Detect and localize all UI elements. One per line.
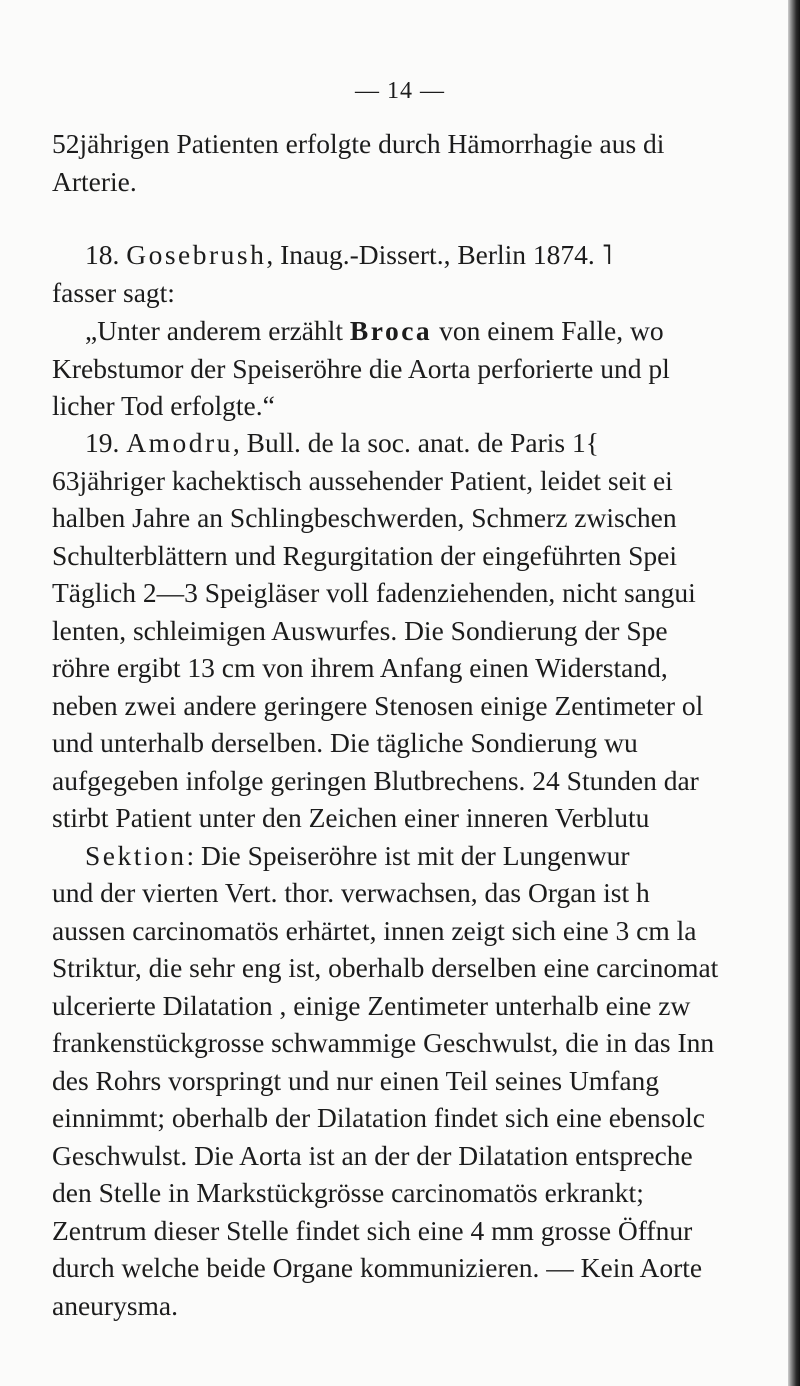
text-line: und unterhalb derselben. Die tägliche Sondierung wu xyxy=(52,727,638,758)
text-line: Geschwulst. Die Aorta ist an der der Dilatation entspreche xyxy=(52,1139,693,1171)
text-line: lenten, schleimigen Auswurfes. Die Sondierung der Spe xyxy=(52,614,668,646)
text-line: Schulterblättern und Regurgitation der eingeführten Spei xyxy=(52,539,677,571)
reference-18 xyxy=(52,236,788,311)
page-number: — 14 — xyxy=(355,78,445,104)
text-line: den Stelle in Markstückgrösse carcinomatös erkrankt; xyxy=(52,1177,644,1208)
text-line: des Rohrs vorspringt und nur einen Teil seines Umfang xyxy=(52,1064,660,1096)
text-line: einnimmt; oberhalb der Dilatation findet sich eine ebensolc xyxy=(52,1102,705,1133)
reference-source: , Inaug.-Dissert., Berlin 1874. ˥ xyxy=(266,239,613,270)
reference-18-heading xyxy=(52,236,788,274)
text-line: aussen carcinomatös erhärtet, innen zeigt sich eine 3 cm la xyxy=(52,914,697,946)
quoted-name-broca: Broca xyxy=(349,315,433,346)
text-line: ulcerierte Dilatation , einige Zentimeter unterhalb eine zw xyxy=(52,989,691,1021)
text-line: aneurysma. xyxy=(52,1289,178,1321)
text-line: neben zwei andere geringere Stenosen einige Zentimeter ol xyxy=(52,689,704,721)
reference-19-heading xyxy=(52,424,788,462)
text-line: stirbt Patient unter den Zeichen einer inneren Verblutu xyxy=(52,802,650,833)
quotation xyxy=(52,312,788,425)
reference-number: 18. xyxy=(85,239,120,270)
quotation-line: Krebstumor der Speiseröhre die Aorta perforierte und pl xyxy=(52,352,670,384)
section-label: Sektion xyxy=(85,839,187,871)
text-line: Täglich 2—3 Speigläser voll fadenziehenden, nicht sangui xyxy=(52,577,696,608)
text-line: 52jährigen Patienten erfolgte durch Hämorrhagie aus di xyxy=(52,128,665,159)
page-edge-shadow xyxy=(788,0,800,1386)
section-heading-line xyxy=(52,837,788,875)
text-line: aufgegeben infolge geringen Blutbrechens. 24 Stunden dar xyxy=(52,764,699,796)
text-line: 63jähriger kachektisch aussehender Patient, leidet seit ei xyxy=(52,464,673,496)
reference-source: , Bull. de la soc. anat. de Paris 1{ xyxy=(232,427,599,458)
quotation-line: licher Tod erfolgte.“ xyxy=(52,390,275,421)
text-line: halben Jahre an Schlingbeschwerden, Schmerz zwischen xyxy=(52,502,677,533)
text-line: durch welche beide Organe kommunizieren. — Kein Aorte xyxy=(52,1252,703,1283)
quotation-text: von einem Falle, wo xyxy=(432,315,664,346)
quotation-line xyxy=(52,312,788,350)
section-text: : Die Speiseröhre ist mit der Lungenwur xyxy=(186,839,630,871)
text-line: frankenstückgrosse schwammige Geschwulst, die in das Inn xyxy=(52,1027,715,1058)
reference-19 xyxy=(52,424,788,1324)
text-line: Arterie. xyxy=(52,165,137,197)
text-line: und der vierten Vert. thor. verwachsen, das Organ ist h xyxy=(52,877,650,908)
text-line: röhre ergibt 13 cm von ihrem Anfang einen Widerstand, xyxy=(52,652,668,683)
quotation-text: „Unter anderem erzählt xyxy=(85,315,350,346)
reference-author: Gosebrush xyxy=(126,239,267,270)
reference-number: 19. xyxy=(85,427,120,458)
paragraph-continuation xyxy=(52,125,788,200)
text-line: fasser sagt: xyxy=(52,276,175,308)
text-line: Zentrum dieser Stelle findet sich eine 4 mm grosse Öffnur xyxy=(52,1214,693,1246)
text-line: Striktur, die sehr eng ist, oberhalb derselben eine carcinomat xyxy=(52,952,719,983)
reference-author: Amodru xyxy=(126,427,233,458)
